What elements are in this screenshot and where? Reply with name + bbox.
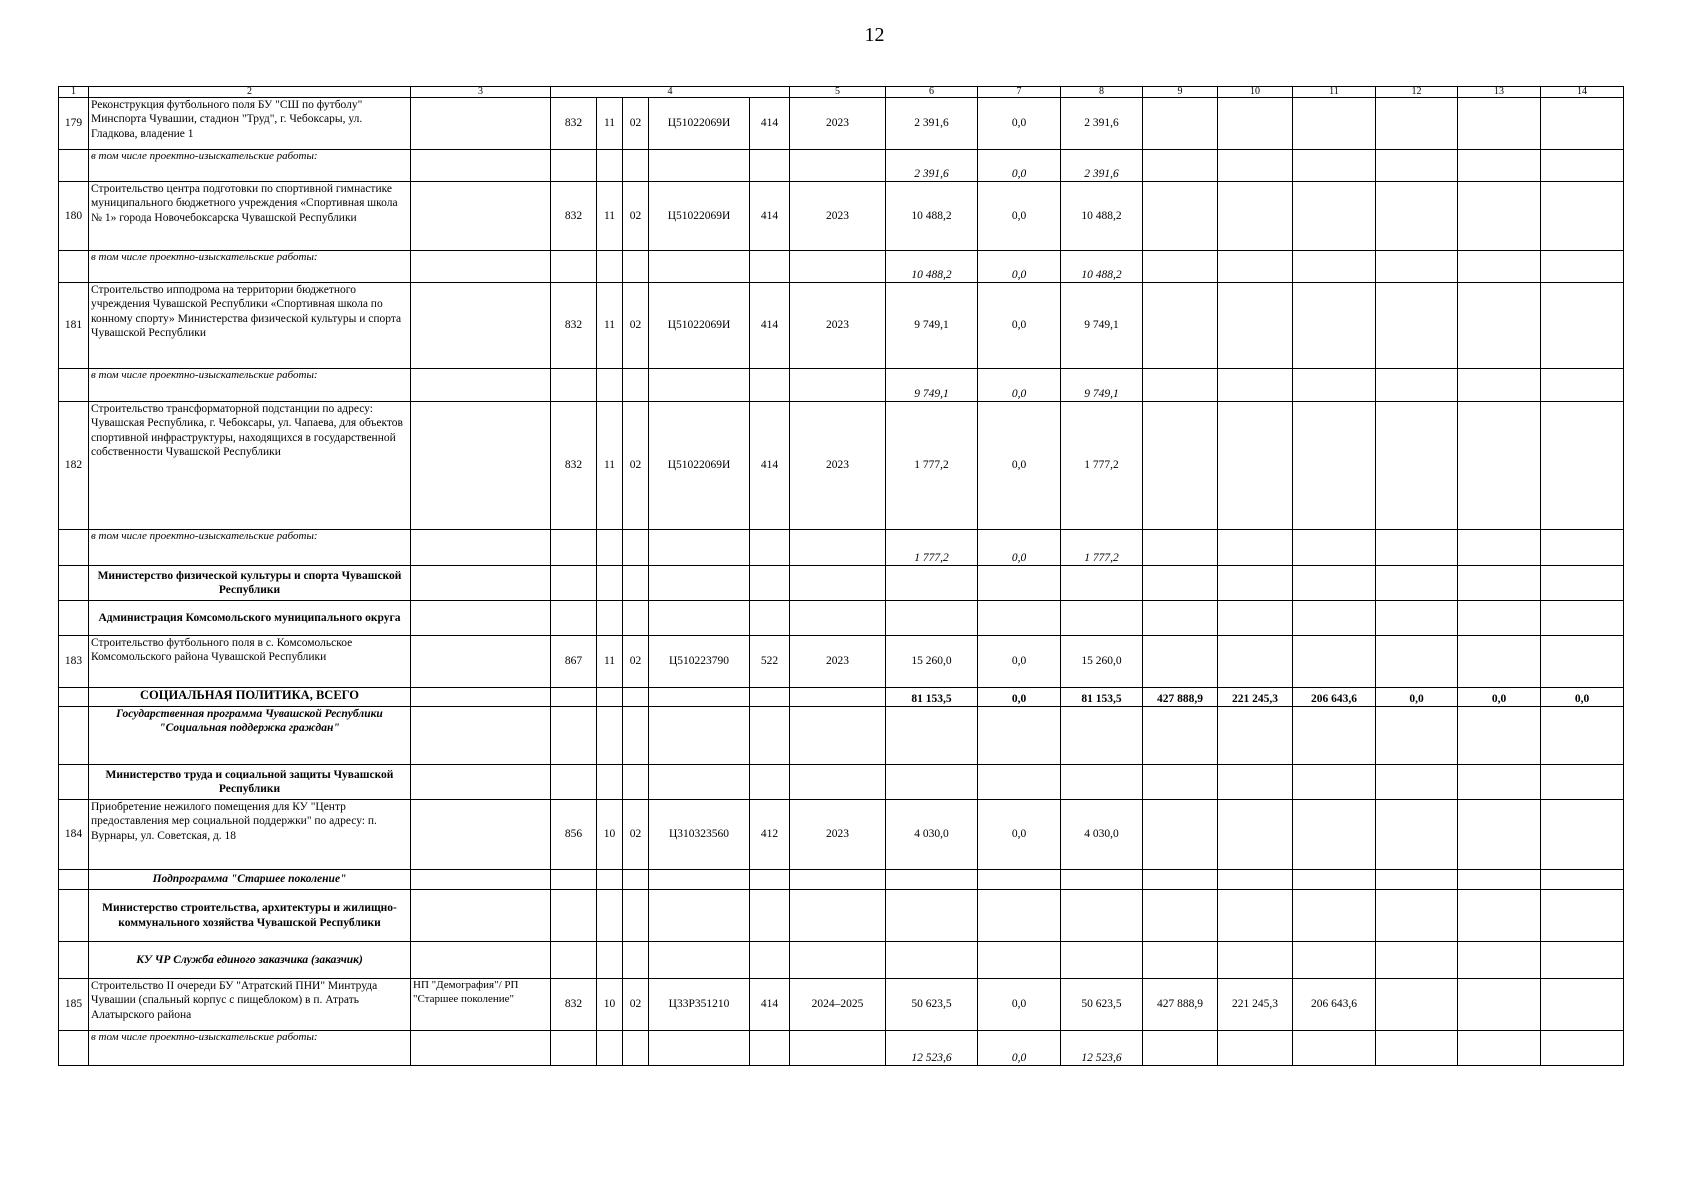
section-heading: Министерство физической культуры и спорта Чувашской Республики [89,566,411,601]
design-works-label: в том числе проектно-изыскательские работы: [89,251,411,283]
program-cell [411,636,551,688]
col-header-8: 8 [1061,87,1143,98]
col11-value [1293,283,1376,369]
subsection-code: 02 [623,402,649,530]
years-cell: 2023 [790,800,886,870]
col6-value: 2 391,6 [886,98,978,150]
col10-value: 221 245,3 [1218,688,1293,707]
col7-value: 0,0 [978,402,1061,530]
target-article-code: Ц51022069И [649,98,750,150]
object-name: Строительство футбольного поля в с. Комсомольское Комсомольского района Чувашской Республики [89,636,411,688]
col10-value [1218,182,1293,251]
col10-value [1218,636,1293,688]
table-row [59,98,1624,150]
col14-value [1541,402,1624,530]
object-name: Строительство ипподрома на территории бюджетного учреждения Чувашской Республики «Спортивная школа по конному спорту» Министерства физической культуры и спорта Чувашской Республики [89,283,411,369]
section-code: 10 [597,800,623,870]
col6-value: 9 749,1 [886,369,978,402]
col9-value [1143,182,1218,251]
col-header-12: 12 [1376,87,1458,98]
col10-value [1218,283,1293,369]
col11-value [1293,98,1376,150]
table-row [59,707,1624,765]
expense-type-code: 522 [750,636,790,688]
expense-type-code: 414 [750,283,790,369]
table-row [59,942,1624,979]
col8-value: 4 030,0 [1061,800,1143,870]
col-header-6: 6 [886,87,978,98]
col7-value: 0,0 [978,283,1061,369]
col-header-11: 11 [1293,87,1376,98]
table-row [59,182,1624,251]
table-row [59,283,1624,369]
table-row [59,979,1624,1031]
col8-value: 2 391,6 [1061,150,1143,182]
section-code: 11 [597,98,623,150]
col-header-1: 1 [59,87,89,98]
col7-value: 0,0 [978,251,1061,283]
program-heading: Государственная программа Чувашской Республики "Социальная поддержка граждан" [89,707,411,765]
row-number: 179 [59,98,89,150]
target-article-code: Ц33Р351210 [649,979,750,1031]
col13-value [1458,182,1541,251]
col10-value [1218,98,1293,150]
col11-value: 206 643,6 [1293,688,1376,707]
col13-value [1458,98,1541,150]
table-row [59,402,1624,530]
col14-value [1541,979,1624,1031]
program-cell [411,182,551,251]
subsection-code: 02 [623,182,649,251]
object-name: Строительство II очереди БУ "Атратский ПНИ" Минтруда Чувашии (спальный корпус с пищеблоком) в п. Атрать Алатырского района [89,979,411,1031]
object-name: Строительство трансформаторной подстанции по адресу: Чувашская Республика, г. Чебоксары, ул. Чапаева, для объектов спортивной инфраструктуры, находящихся в государственной собственности Чувашской Республики [89,402,411,530]
col6-value: 12 523,6 [886,1031,978,1066]
col10-value: 221 245,3 [1218,979,1293,1031]
col8-value: 81 153,5 [1061,688,1143,707]
col9-value: 427 888,9 [1143,688,1218,707]
years-cell: 2023 [790,402,886,530]
col-header-3: 3 [411,87,551,98]
budget-table [58,86,1624,1066]
col6-value: 9 749,1 [886,283,978,369]
col14-value [1541,636,1624,688]
col6-value: 10 488,2 [886,251,978,283]
col6-value: 10 488,2 [886,182,978,251]
row-number: 182 [59,402,89,530]
row-number: 181 [59,283,89,369]
section-code: 11 [597,402,623,530]
col11-value [1293,182,1376,251]
table-row [59,870,1624,890]
col7-value: 0,0 [978,369,1061,402]
col14-value [1541,283,1624,369]
col6-value: 50 623,5 [886,979,978,1031]
subsection-code: 02 [623,283,649,369]
section-heading: Министерство строительства, архитектуры и жилищно-коммунального хозяйства Чувашской Республики [89,890,411,942]
col14-value [1541,182,1624,251]
col9-value [1143,402,1218,530]
col7-value: 0,0 [978,182,1061,251]
col10-value [1218,800,1293,870]
expense-type-code: 414 [750,98,790,150]
col8-value: 9 749,1 [1061,283,1143,369]
section-code: 10 [597,979,623,1031]
program-cell [411,402,551,530]
grbs-code: 832 [551,283,597,369]
subsection-code: 02 [623,800,649,870]
row-number: 180 [59,182,89,251]
col12-value [1376,182,1458,251]
col-header-7: 7 [978,87,1061,98]
page-number: 12 [864,24,885,46]
col7-value: 0,0 [978,979,1061,1031]
target-article-code: Ц510223790 [649,636,750,688]
col-header-4: 4 [551,87,790,98]
column-number-row [59,87,1624,98]
col14-value: 0,0 [1541,688,1624,707]
program-cell [411,283,551,369]
col13-value [1458,402,1541,530]
table-row [59,688,1624,707]
col9-value [1143,283,1218,369]
col7-value: 0,0 [978,688,1061,707]
col11-value [1293,636,1376,688]
col8-value: 10 488,2 [1061,251,1143,283]
col8-value: 50 623,5 [1061,979,1143,1031]
col13-value: 0,0 [1458,688,1541,707]
col-header-13: 13 [1458,87,1541,98]
design-works-label: в том числе проектно-изыскательские работы: [89,530,411,566]
grbs-code: 832 [551,182,597,251]
col9-value: 427 888,9 [1143,979,1218,1031]
years-cell: 2023 [790,636,886,688]
target-article-code: Ц310323560 [649,800,750,870]
table-row [59,765,1624,800]
col7-value: 0,0 [978,1031,1061,1066]
row-number: 184 [59,800,89,870]
col9-value [1143,636,1218,688]
target-article-code: Ц51022069И [649,283,750,369]
section-code: 11 [597,182,623,251]
col11-value [1293,402,1376,530]
row-number: 183 [59,636,89,688]
table-row [59,530,1624,566]
table-row [59,601,1624,636]
table-row [59,150,1624,182]
col6-value: 81 153,5 [886,688,978,707]
col-header-5: 5 [790,87,886,98]
section-code: 11 [597,636,623,688]
col12-value [1376,979,1458,1031]
col10-value [1218,402,1293,530]
years-cell: 2024–2025 [790,979,886,1031]
col11-value: 206 643,6 [1293,979,1376,1031]
table-row [59,636,1624,688]
table-row [59,800,1624,870]
expense-type-code: 412 [750,800,790,870]
col7-value: 0,0 [978,636,1061,688]
grbs-code: 832 [551,979,597,1031]
col13-value [1458,979,1541,1031]
table-row [59,566,1624,601]
table-row [59,890,1624,942]
design-works-label: в том числе проектно-изыскательские работы: [89,369,411,402]
subsection-code: 02 [623,98,649,150]
years-cell: 2023 [790,283,886,369]
object-name: Реконструкция футбольного поля БУ "СШ по футболу" Минспорта Чувашии, стадион "Труд", г. Чебоксары, ул. Гладкова, владение 1 [89,98,411,150]
col-header-14: 14 [1541,87,1624,98]
col7-value: 0,0 [978,150,1061,182]
col12-value [1376,800,1458,870]
table-row [59,369,1624,402]
subsection-code: 02 [623,636,649,688]
col12-value [1376,283,1458,369]
col9-value [1143,800,1218,870]
col6-value: 15 260,0 [886,636,978,688]
col8-value: 1 777,2 [1061,530,1143,566]
col-header-9: 9 [1143,87,1218,98]
expense-type-code: 414 [750,979,790,1031]
col11-value [1293,800,1376,870]
grbs-code: 832 [551,402,597,530]
years-cell: 2023 [790,182,886,251]
program-cell: НП "Демография"/ РП "Старшее поколение" [411,979,551,1031]
col6-value: 1 777,2 [886,530,978,566]
col7-value: 0,0 [978,530,1061,566]
col14-value [1541,800,1624,870]
target-article-code: Ц51022069И [649,402,750,530]
expense-type-code: 414 [750,182,790,251]
grbs-code: 856 [551,800,597,870]
subprogram-heading: Подпрограмма "Старшее поколение" [89,870,411,890]
col8-value: 9 749,1 [1061,369,1143,402]
table-row [59,251,1624,283]
design-works-label: в том числе проектно-изыскательские работы: [89,150,411,182]
total-label: СОЦИАЛЬНАЯ ПОЛИТИКА, ВСЕГО [89,688,411,707]
col12-value: 0,0 [1376,688,1458,707]
section-code: 11 [597,283,623,369]
col8-value: 10 488,2 [1061,182,1143,251]
subsection-code: 02 [623,979,649,1031]
object-name: Строительство центра подготовки по спортивной гимнастике муниципального бюджетного учреждения «Спортивная школа № 1» города Новочебоксарска Чувашской Республики [89,182,411,251]
col8-value: 12 523,6 [1061,1031,1143,1066]
grbs-code: 832 [551,98,597,150]
object-name: Приобретение нежилого помещения для КУ "Центр предоставления мер социальной поддержки" по адресу: п. Вурнары, ул. Советская, д. 18 [89,800,411,870]
col13-value [1458,636,1541,688]
col6-value: 2 391,6 [886,150,978,182]
col13-value [1458,283,1541,369]
years-cell: 2023 [790,98,886,150]
col-header-10: 10 [1218,87,1293,98]
col12-value [1376,402,1458,530]
expense-type-code: 414 [750,402,790,530]
section-heading: Министерство труда и социальной защиты Чувашской Республики [89,765,411,800]
col6-value: 4 030,0 [886,800,978,870]
col-header-2: 2 [89,87,411,98]
design-works-label: в том числе проектно-изыскательские работы: [89,1031,411,1066]
col8-value: 2 391,6 [1061,98,1143,150]
col12-value [1376,98,1458,150]
col13-value [1458,800,1541,870]
col12-value [1376,636,1458,688]
col8-value: 1 777,2 [1061,402,1143,530]
table-row [59,1031,1624,1066]
row-number: 185 [59,979,89,1031]
col7-value: 0,0 [978,98,1061,150]
target-article-code: Ц51022069И [649,182,750,251]
col7-value: 0,0 [978,800,1061,870]
col8-value: 15 260,0 [1061,636,1143,688]
col14-value [1541,98,1624,150]
program-cell [411,98,551,150]
col9-value [1143,98,1218,150]
program-cell [411,800,551,870]
grbs-code: 867 [551,636,597,688]
col6-value: 1 777,2 [886,402,978,530]
section-heading: Администрация Комсомольского муниципального округа [89,601,411,636]
customer-heading: КУ ЧР Служба единого заказчика (заказчик) [89,942,411,979]
